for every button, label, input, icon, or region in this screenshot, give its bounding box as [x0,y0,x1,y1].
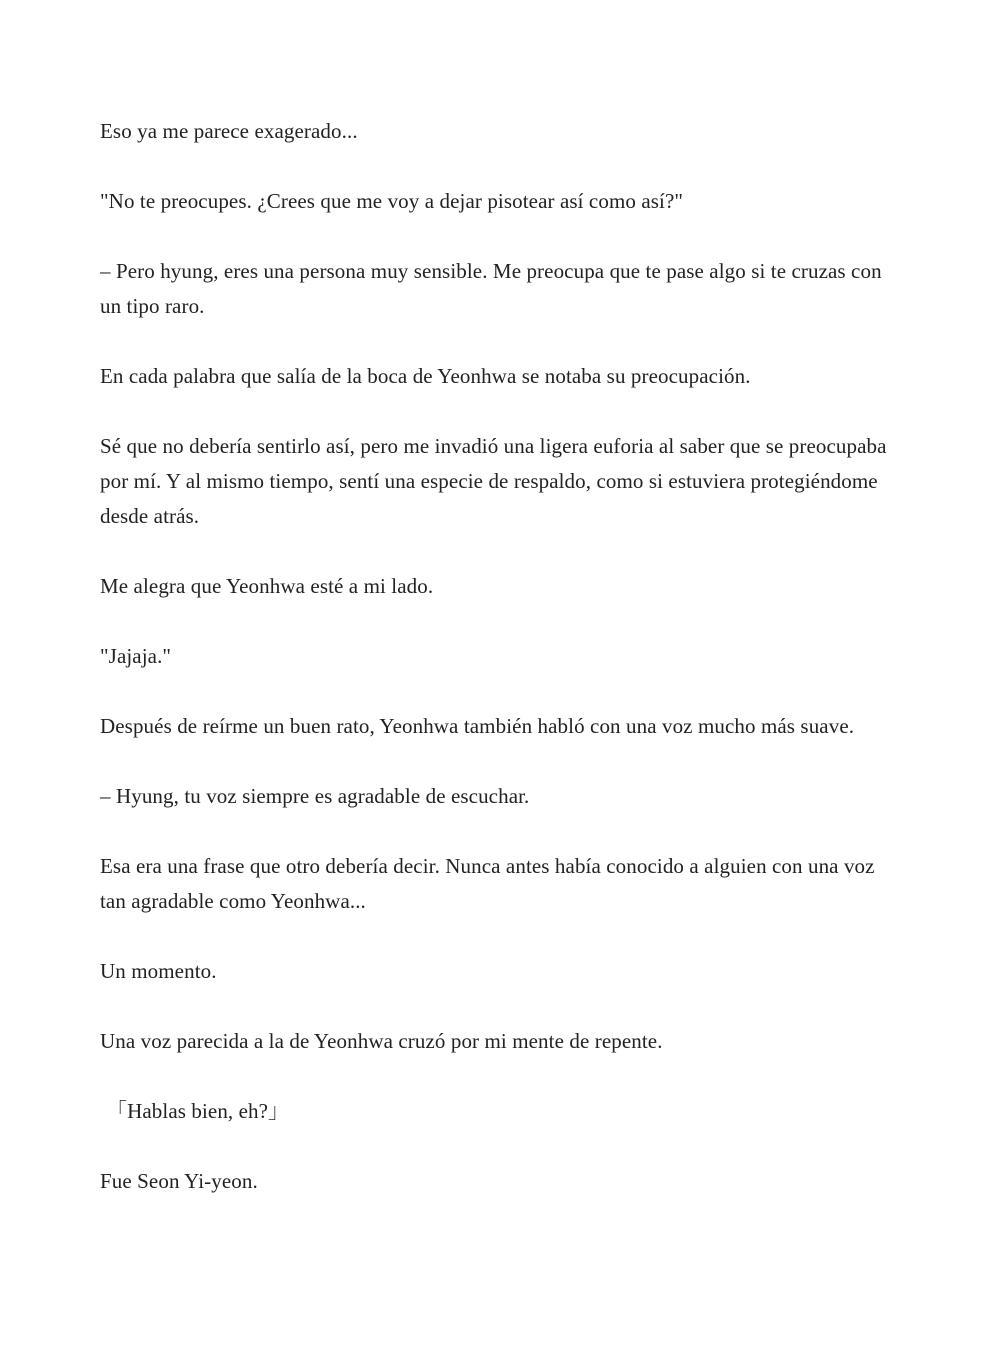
dialogue-paragraph: "No te preocupes. ¿Crees que me voy a dejar pisotear así como así?" [100,189,684,213]
dialogue-paragraph: – Pero hyung, eres una persona muy sensible. Me preocupa que te pase algo si te cruzas con un tipo raro. [100,259,882,318]
paragraph: Un momento. [100,959,217,983]
paragraph: Fue Seon Yi-yeon. [100,1169,258,1193]
paragraph: Una voz parecida a la de Yeonhwa cruzó por mi mente de repente. [100,1029,663,1053]
paragraph: Me alegra que Yeonhwa esté a mi lado. [100,574,434,598]
paragraph: En cada palabra que salía de la boca de Yeonhwa se notaba su preocupación. [100,364,751,388]
dialogue-paragraph: "Jajaja." [100,644,172,668]
paragraph: Eso ya me parece exagerado... [100,119,358,143]
paragraph: Esa era una frase que otro debería decir. Nunca antes había conocido a alguien con una voz tan agradable como Yeonhwa... [100,854,875,913]
dialogue-paragraph: – Hyung, tu voz siempre es agradable de escuchar. [100,784,530,808]
paragraph: Después de reírme un buen rato, Yeonhwa también habló con una voz mucho más suave. [100,714,855,738]
remembered-dialogue: 「Hablas bien, eh?」 [106,1099,290,1123]
document-body [100,114,905,1234]
paragraph: Sé que no debería sentirlo así, pero me invadió una ligera euforia al saber que se preocupaba por mí. Y al mismo tiempo, sentí una especie de respaldo, como si estuviera protegiéndome desde atrás. [100,434,887,528]
